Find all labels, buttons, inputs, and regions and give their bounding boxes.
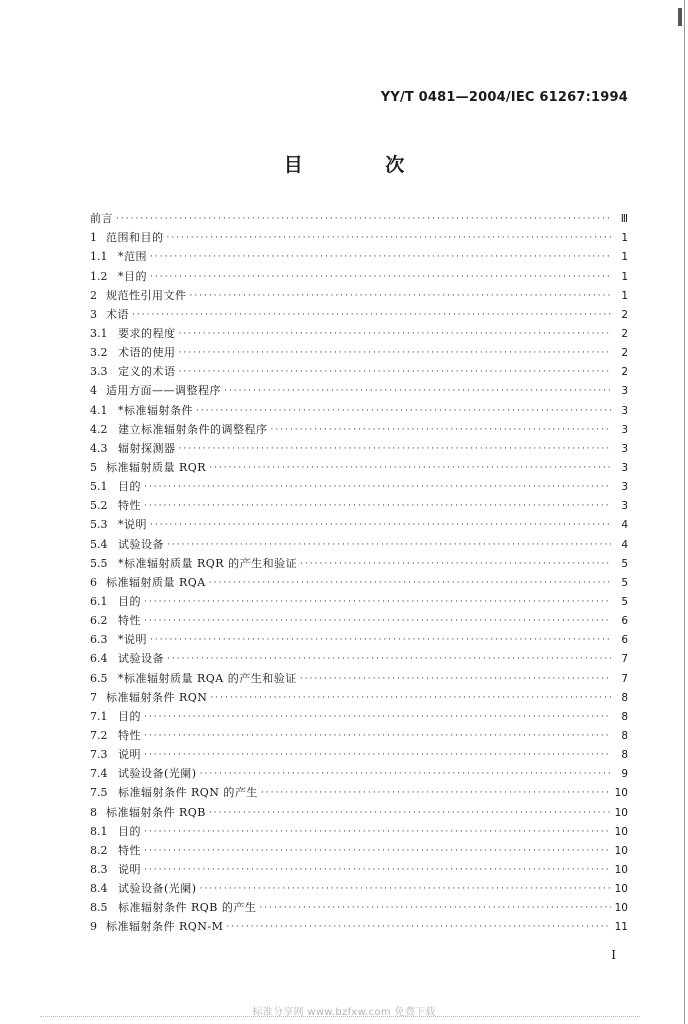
toc-entry-page: 10 xyxy=(614,863,628,876)
toc-entry[interactable] xyxy=(90,628,628,647)
toc-entry-page: 4 xyxy=(621,538,628,551)
toc-leader-dots xyxy=(179,365,612,379)
toc-entry-page: 5 xyxy=(621,576,628,589)
toc-entry-title: *标准辐射质量 RQR 的产生和验证 xyxy=(118,556,298,570)
table-of-contents xyxy=(90,207,628,934)
toc-entry-page: 1 xyxy=(621,289,628,302)
toc-entry-page: 3 xyxy=(621,442,628,455)
toc-leader-dots xyxy=(210,691,611,705)
toc-entry-number: 3.2 xyxy=(90,346,108,360)
toc-entry-page: 10 xyxy=(614,787,628,800)
scan-noise-line xyxy=(40,1016,640,1021)
toc-leader-dots xyxy=(132,308,611,322)
toc-entry-number: 5.4 xyxy=(90,537,108,551)
toc-leader-dots xyxy=(167,652,611,666)
toc-entry-number: 2 xyxy=(90,288,97,302)
toc-entry-page: 9 xyxy=(621,768,628,781)
toc-leader-dots xyxy=(261,786,611,800)
toc-entry-number: 7 xyxy=(90,690,97,704)
toc-entry[interactable] xyxy=(90,839,628,858)
toc-entry-title: 特性 xyxy=(118,499,141,513)
toc-entry[interactable] xyxy=(90,762,628,781)
toc-entry-number: 6.5 xyxy=(90,671,108,685)
toc-leader-dots xyxy=(150,633,611,647)
toc-entry-title: *范围 xyxy=(118,250,147,264)
toc-entry-title: 规范性引用文件 xyxy=(106,288,187,302)
toc-entry-page: 7 xyxy=(621,672,628,685)
toc-entry-number: 8 xyxy=(90,805,97,819)
toc-entry[interactable] xyxy=(90,647,628,666)
toc-entry-title: 标准辐射条件 RQN-M xyxy=(106,920,224,934)
toc-entry[interactable] xyxy=(90,686,628,705)
toc-entry-page: 1 xyxy=(621,232,628,245)
toc-leader-dots xyxy=(144,748,611,762)
toc-entry[interactable] xyxy=(90,666,628,685)
toc-entry[interactable] xyxy=(90,456,628,475)
toc-entry-title: 试验设备 xyxy=(118,652,164,666)
toc-entry-number: 6 xyxy=(90,575,97,589)
toc-entry[interactable] xyxy=(90,379,628,398)
toc-entry-title: *目的 xyxy=(118,269,147,283)
toc-entry-number: 5 xyxy=(90,460,97,474)
toc-leader-dots xyxy=(150,250,611,264)
toc-entry-page: 1 xyxy=(621,251,628,264)
toc-entry[interactable] xyxy=(90,245,628,264)
toc-entry[interactable] xyxy=(90,437,628,456)
toc-leader-dots xyxy=(179,327,612,341)
toc-entry-page: 2 xyxy=(621,347,628,360)
toc-entry-number: 7.5 xyxy=(90,786,108,800)
toc-entry[interactable] xyxy=(90,513,628,532)
toc-entry-page: 3 xyxy=(621,481,628,494)
toc-entry-number: 5.5 xyxy=(90,556,108,570)
toc-leader-dots xyxy=(224,384,611,398)
toc-entry[interactable] xyxy=(90,284,628,303)
toc-entry-page: 2 xyxy=(621,366,628,379)
toc-entry-page: 11 xyxy=(614,921,628,934)
toc-entry-title: 标准辐射质量 RQA xyxy=(106,575,206,589)
toc-leader-dots xyxy=(144,729,611,743)
toc-entry[interactable] xyxy=(90,877,628,896)
toc-entry-page: 5 xyxy=(621,595,628,608)
scan-edge-mark xyxy=(678,8,682,26)
toc-entry[interactable] xyxy=(90,264,628,283)
toc-leader-dots xyxy=(144,595,611,609)
toc-leader-dots xyxy=(209,461,611,475)
toc-entry-number: 6.1 xyxy=(90,594,108,608)
toc-leader-dots xyxy=(150,518,611,532)
toc-entry-number: 3.3 xyxy=(90,365,108,379)
toc-entry-title: 标准辐射条件 RQB 的产生 xyxy=(118,901,257,915)
toc-leader-dots xyxy=(167,538,611,552)
toc-entry-title: 试验设备(光阑) xyxy=(118,882,197,896)
toc-entry-number: 8.2 xyxy=(90,843,108,857)
toc-entry-number: 1.1 xyxy=(90,250,108,264)
toc-entry-number: 5.1 xyxy=(90,480,108,494)
toc-entry-title: 说明 xyxy=(118,862,141,876)
toc-entry[interactable] xyxy=(90,552,628,571)
toc-entry-page: 10 xyxy=(614,825,628,838)
toc-entry[interactable] xyxy=(90,705,628,724)
toc-leader-dots xyxy=(179,346,612,360)
toc-entry-page: 3 xyxy=(621,423,628,436)
toc-entry-title: 前言 xyxy=(90,212,113,226)
toc-entry-number: 8.1 xyxy=(90,824,108,838)
toc-leader-dots xyxy=(144,480,611,494)
toc-leader-dots xyxy=(179,442,612,456)
toc-entry-title: 标准辐射质量 RQR xyxy=(106,460,207,474)
toc-entry-page: 10 xyxy=(614,883,628,896)
toc-entry-title: 特性 xyxy=(118,728,141,742)
toc-entry-title: 说明 xyxy=(118,748,141,762)
toc-entry-page: 8 xyxy=(621,691,628,704)
toc-entry-title: 标准辐射条件 RQN xyxy=(106,690,208,704)
toc-entry-number: 3 xyxy=(90,307,97,321)
toc-entry[interactable] xyxy=(90,418,628,437)
page-title: 目 次 xyxy=(283,154,443,176)
toc-entry-number: 5.2 xyxy=(90,499,108,513)
toc-entry-title: 目的 xyxy=(118,824,141,838)
toc-entry-title: 要求的程度 xyxy=(118,326,176,340)
toc-entry-number: 5.3 xyxy=(90,518,108,532)
toc-entry-number: 4 xyxy=(90,384,97,398)
toc-entry-title: *标准辐射质量 RQA 的产生和验证 xyxy=(118,671,297,685)
toc-entry-page: 3 xyxy=(621,404,628,417)
toc-entry-title: 术语 xyxy=(106,307,129,321)
toc-entry-page: 10 xyxy=(614,844,628,857)
toc-leader-dots xyxy=(144,825,611,839)
toc-entry[interactable] xyxy=(90,226,628,245)
toc-entry[interactable] xyxy=(90,475,628,494)
toc-entry-page: 10 xyxy=(614,902,628,915)
toc-entry[interactable] xyxy=(90,800,628,819)
toc-entry-number: 6.2 xyxy=(90,614,108,628)
toc-leader-dots xyxy=(209,806,611,820)
toc-entry[interactable] xyxy=(90,398,628,417)
toc-leader-dots xyxy=(300,672,611,686)
toc-leader-dots xyxy=(116,212,611,226)
toc-entry-title: 标准辐射条件 RQN 的产生 xyxy=(118,786,258,800)
toc-entry-number: 6.3 xyxy=(90,633,108,647)
toc-entry[interactable] xyxy=(90,322,628,341)
toc-leader-dots xyxy=(196,404,611,418)
toc-entry-title: 特性 xyxy=(118,843,141,857)
toc-entry-number: 7.4 xyxy=(90,767,108,781)
toc-entry-title: 试验设备 xyxy=(118,537,164,551)
toc-entry-number: 8.4 xyxy=(90,882,108,896)
toc-entry-title: 目的 xyxy=(118,480,141,494)
toc-entry-page: 3 xyxy=(621,385,628,398)
toc-entry[interactable] xyxy=(90,609,628,628)
toc-entry-number: 1.2 xyxy=(90,269,108,283)
toc-entry[interactable] xyxy=(90,896,628,915)
toc-leader-dots xyxy=(167,231,612,245)
toc-entry[interactable] xyxy=(90,590,628,609)
toc-entry[interactable] xyxy=(90,360,628,379)
toc-entry[interactable] xyxy=(90,207,628,226)
toc-entry[interactable] xyxy=(90,724,628,743)
toc-entry-number: 9 xyxy=(90,920,97,934)
toc-entry-page: 3 xyxy=(621,461,628,474)
toc-entry-number: 4.3 xyxy=(90,441,108,455)
toc-entry-page: 3 xyxy=(621,500,628,513)
toc-entry[interactable] xyxy=(90,858,628,877)
toc-entry-number: 6.4 xyxy=(90,652,108,666)
toc-entry-page: 2 xyxy=(621,327,628,340)
page-folio: I xyxy=(611,948,616,962)
toc-entry-title: 适用方面——调整程序 xyxy=(106,384,221,398)
toc-entry-number: 8.3 xyxy=(90,862,108,876)
toc-entry-page: 1 xyxy=(621,270,628,283)
toc-entry-page: 6 xyxy=(621,634,628,647)
toc-entry-title: 辐射探测器 xyxy=(118,441,176,455)
toc-entry[interactable] xyxy=(90,532,628,551)
toc-entry-title: 范围和目的 xyxy=(106,231,164,245)
toc-leader-dots xyxy=(259,901,611,915)
toc-entry-title: 术语的使用 xyxy=(118,346,176,360)
toc-entry-title: *说明 xyxy=(118,633,147,647)
toc-entry-page: 8 xyxy=(621,729,628,742)
toc-entry-title: 建立标准辐射条件的调整程序 xyxy=(118,422,268,436)
toc-entry-number: 3.1 xyxy=(90,326,108,340)
toc-leader-dots xyxy=(226,920,611,934)
toc-leader-dots xyxy=(144,863,611,877)
toc-leader-dots xyxy=(144,499,611,513)
toc-entry[interactable] xyxy=(90,571,628,590)
toc-entry-number: 7.1 xyxy=(90,709,108,723)
toc-entry-title: 标准辐射条件 RQB xyxy=(106,805,206,819)
toc-entry[interactable] xyxy=(90,915,628,934)
toc-entry-number: 8.5 xyxy=(90,901,108,915)
toc-entry-number: 7.3 xyxy=(90,748,108,762)
toc-entry-page: 8 xyxy=(621,710,628,723)
toc-entry-page: Ⅲ xyxy=(620,213,628,226)
toc-entry-title: 特性 xyxy=(118,614,141,628)
toc-entry-title: 目的 xyxy=(118,594,141,608)
toc-leader-dots xyxy=(150,270,611,284)
toc-entry-page: 8 xyxy=(621,749,628,762)
toc-leader-dots xyxy=(271,423,612,437)
standard-code: YY/T 0481—2004/IEC 61267:1994 xyxy=(380,90,628,105)
toc-entry-title: 试验设备(光阑) xyxy=(118,767,197,781)
toc-entry-number: 7.2 xyxy=(90,728,108,742)
toc-entry-page: 5 xyxy=(621,557,628,570)
toc-entry[interactable] xyxy=(90,341,628,360)
toc-entry-title: 目的 xyxy=(118,709,141,723)
toc-entry[interactable] xyxy=(90,820,628,839)
toc-entry-number: 4.2 xyxy=(90,422,108,436)
toc-leader-dots xyxy=(144,614,611,628)
toc-entry[interactable] xyxy=(90,781,628,800)
toc-entry-page: 10 xyxy=(614,806,628,819)
toc-entry-title: *说明 xyxy=(118,518,147,532)
toc-leader-dots xyxy=(200,767,611,781)
toc-entry-number: 4.1 xyxy=(90,403,108,417)
toc-leader-dots xyxy=(209,576,611,590)
toc-entry[interactable] xyxy=(90,743,628,762)
toc-entry[interactable] xyxy=(90,303,628,322)
toc-entry-number: 1 xyxy=(90,231,97,245)
toc-leader-dots xyxy=(300,557,611,571)
toc-leader-dots xyxy=(190,289,612,303)
toc-entry-page: 6 xyxy=(621,615,628,628)
toc-entry-page: 7 xyxy=(621,653,628,666)
toc-entry-page: 2 xyxy=(621,308,628,321)
toc-entry[interactable] xyxy=(90,494,628,513)
toc-leader-dots xyxy=(200,882,611,896)
footer-watermark: 标准分享网 www.bzfxw.com 免费下载 xyxy=(252,1007,436,1018)
toc-leader-dots xyxy=(144,844,611,858)
toc-entry-title: *标准辐射条件 xyxy=(118,403,193,417)
toc-entry-page: 4 xyxy=(621,519,628,532)
toc-leader-dots xyxy=(144,710,611,724)
toc-entry-title: 定义的术语 xyxy=(118,365,176,379)
